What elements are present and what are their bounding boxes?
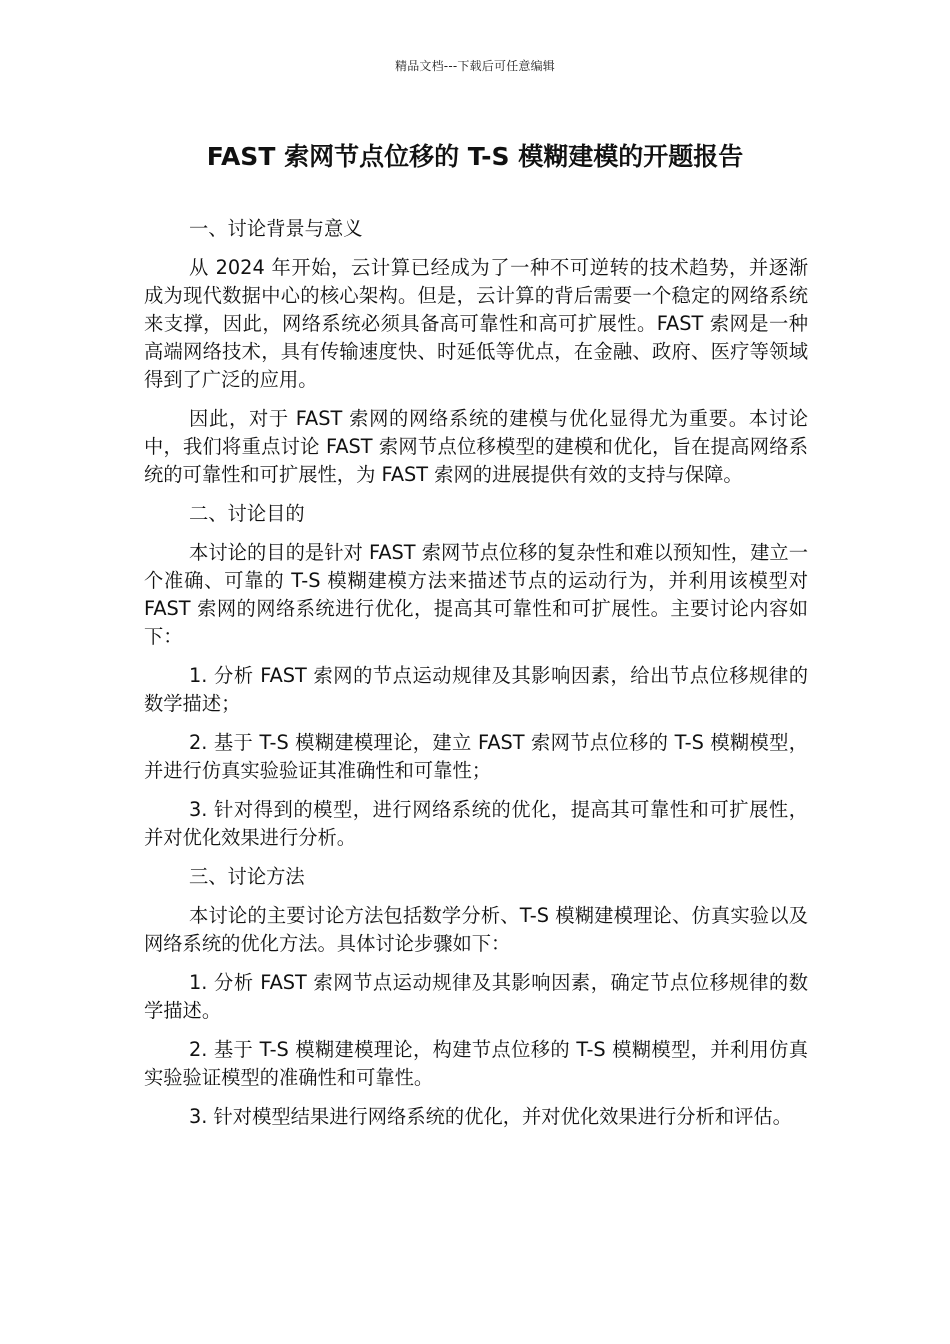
list-item: 1. 分析 FAST 索网的节点运动规律及其影响因素，给出节点位移规律的数学描述； <box>144 664 808 715</box>
paragraph: 从 2024 年开始，云计算已经成为了一种不可逆转的技术趋势，并逐渐成为现代数据中心的核心架构。但是，云计算的背后需要一个稳定的网络系统来支撑，因此，网络系统必须具备高可靠性和高可扩展性。FAST 索网是一种高端网络技术，具有传输速度快、时延低等优点，在金融、政府、医疗等领域得到了广泛的应用。 <box>144 256 808 391</box>
document-title: FAST 索网节点位移的 T-S 模糊建模的开题报告 <box>206 142 744 171</box>
list-item: 2. 基于 T-S 模糊建模理论，建立 FAST 索网节点位移的 T-S 模糊模型，并进行仿真实验验证其准确性和可靠性； <box>144 731 808 782</box>
paragraph: 因此，对于 FAST 索网的网络系统的建模与优化显得尤为重要。本讨论中，我们将重点讨论 FAST 索网节点位移模型的建模和优化，旨在提高网络系统的可靠性和可扩展性，为 FAST 索网的进展提供有效的支持与保障。 <box>144 407 808 486</box>
paragraph: 本讨论的目的是针对 FAST 索网节点位移的复杂性和难以预知性，建立一个准确、可靠的 T-S 模糊建模方法来描述节点的运动行为，并利用该模型对 FAST 索网的网络系统进行优化，提高其可靠性和可扩展性。主要讨论内容如下： <box>144 541 808 648</box>
section-heading-method: 三、讨论方法 <box>189 865 305 888</box>
section-heading-background: 一、讨论背景与意义 <box>189 217 363 240</box>
paragraph: 本讨论的主要讨论方法包括数学分析、T-S 模糊建模理论、仿真实验以及网络系统的优化方法。具体讨论步骤如下： <box>144 904 808 955</box>
list-item: 3. 针对得到的模型，进行网络系统的优化，提高其可靠性和可扩展性，并对优化效果进行分析。 <box>144 798 808 849</box>
header-note: 精品文档---下载后可任意编辑 <box>395 59 555 73</box>
document-body <box>144 215 808 1142</box>
list-item: 2. 基于 T-S 模糊建模理论，构建节点位移的 T-S 模糊模型，并利用仿真实验验证模型的准确性和可靠性。 <box>144 1038 808 1089</box>
list-item: 3. 针对模型结果进行网络系统的优化，并对优化效果进行分析和评估。 <box>189 1105 792 1128</box>
section-heading-purpose: 二、讨论目的 <box>189 502 305 525</box>
list-item: 1. 分析 FAST 索网节点运动规律及其影响因素，确定节点位移规律的数学描述。 <box>144 971 808 1022</box>
